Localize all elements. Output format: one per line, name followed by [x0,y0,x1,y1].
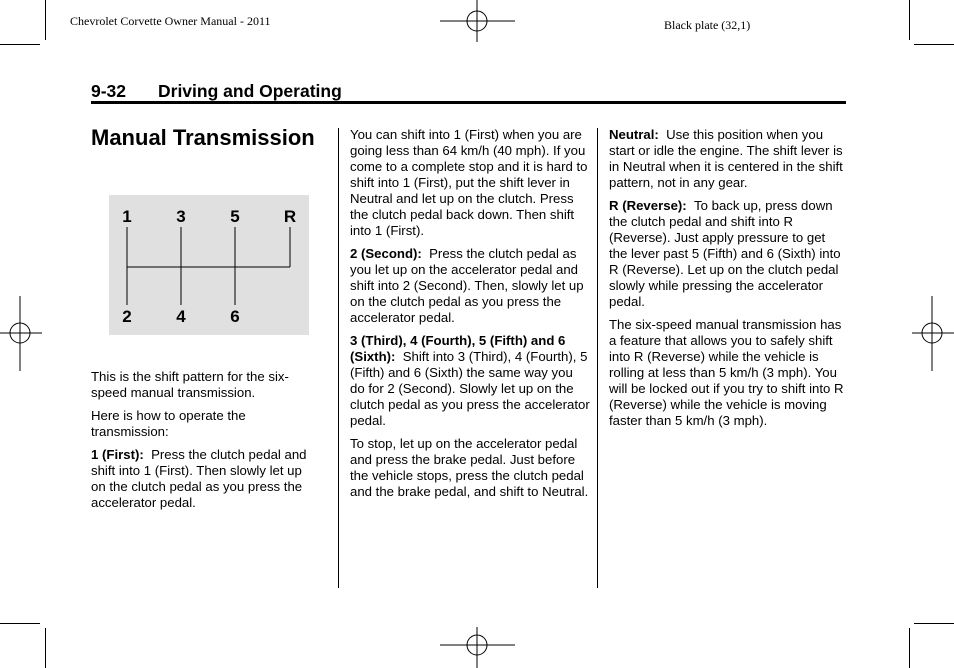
shift-pattern-svg [109,195,309,335]
registration-mark-top [440,0,515,45]
registration-mark-right [912,296,954,371]
term-first-desc: Press the clutch pedal and shift into 1 (First). Then slowly let up on the clutch pedal as you press the accelerator pedal. [91,447,307,510]
term-second: 2 (Second): [350,246,422,261]
crop-mark [45,628,46,668]
column-3 [609,127,845,436]
paragraph: The six-speed manual transmission has a feature that allows you to safely shift into R (Reverse) while the vehicle is rolling at less than 5 km/h (3 mph). You will be locked out if you try to shift into R (Reverse) while the vehicle is moving faster than 5 km/h (3 mph). [609,317,844,428]
shift-pattern-diagram [109,195,309,335]
gear-label-4: 4 [176,307,186,326]
term-second-desc: Press the clutch pedal as you let up on the accelerator pedal and shift into 2 (Second). Then, slowly let up on the clutch pedal as you press the accelerator pedal. [350,246,584,325]
crop-mark [909,628,910,668]
column-2 [350,127,590,507]
gear-label-6: 6 [230,307,240,326]
crop-mark [914,44,954,45]
plate-info-right: Black plate (32,1) [664,18,751,32]
paragraph: Here is how to operate the transmission: [91,408,246,439]
term-reverse-desc: To back up, press down the clutch pedal and shift into R (Reverse). Just apply pressure to get the lever past 5 (Fifth) and 6 (Sixth) into R (Reverse). Let up on the clutch pedal slowly while pressing the accelerator pedal. [609,198,841,309]
term-neutral-desc: Use this position when you start or idle the engine. The shift lever is in Neutral when it is centered in the shift pattern, not in any gear. [609,127,843,190]
term-reverse: R (Reverse): [609,198,687,213]
gear-label-3: 3 [176,207,186,226]
column-divider [597,128,598,588]
term-third-sixth: 3 (Third), 4 (Fourth), 5 (Fifth) and 6 (Sixth): [350,333,566,364]
paragraph [350,246,590,326]
gear-label-r: R [283,207,297,226]
gear-label-1: 1 [122,207,132,226]
paragraph: This is the shift pattern for the six-speed manual transmission. [91,369,289,400]
term-third-sixth-desc: Shift into 3 (Third), 4 (Fourth), 5 (Fifth) and 6 (Sixth) the same way you do for 2 (Second). Slowly let up on the clutch pedal as you press the accelerator pedal. [350,349,590,428]
crop-mark [0,623,40,624]
gear-label-5: 5 [230,207,240,226]
term-neutral: Neutral: [609,127,659,142]
registration-mark-left [0,296,42,371]
paragraph [350,333,590,429]
crop-mark [909,0,910,40]
paragraph: You can shift into 1 (First) when you are going less than 64 km/h (40 mph). If you come to a complete stop and it is hard to shift into 1 (First), put the shift lever in Neutral and let up on the clutch. Press the clutch pedal back down. Then shift into 1 (First). [350,127,588,238]
gear-label-2: 2 [122,307,132,326]
column-1 [91,369,317,518]
paragraph [609,127,845,191]
header-rule [91,101,846,104]
column-divider [338,128,339,588]
plate-info-left: Chevrolet Corvette Owner Manual - 2011 [70,14,271,28]
page-number: 9-32 [91,81,127,101]
term-first: 1 (First): [91,447,144,462]
paragraph [609,198,845,310]
paragraph [91,447,317,511]
page-title: Manual Transmission [91,125,315,150]
registration-mark-bottom [440,625,515,668]
crop-mark [914,623,954,624]
section-title: Driving and Operating [158,81,342,101]
paragraph: To stop, let up on the accelerator pedal and press the brake pedal. Just before the vehicle stops, press the clutch pedal and the brake pedal, and shift to Neutral. [350,436,589,499]
crop-mark [45,0,46,40]
section-header [91,81,342,102]
crop-mark [0,44,40,45]
